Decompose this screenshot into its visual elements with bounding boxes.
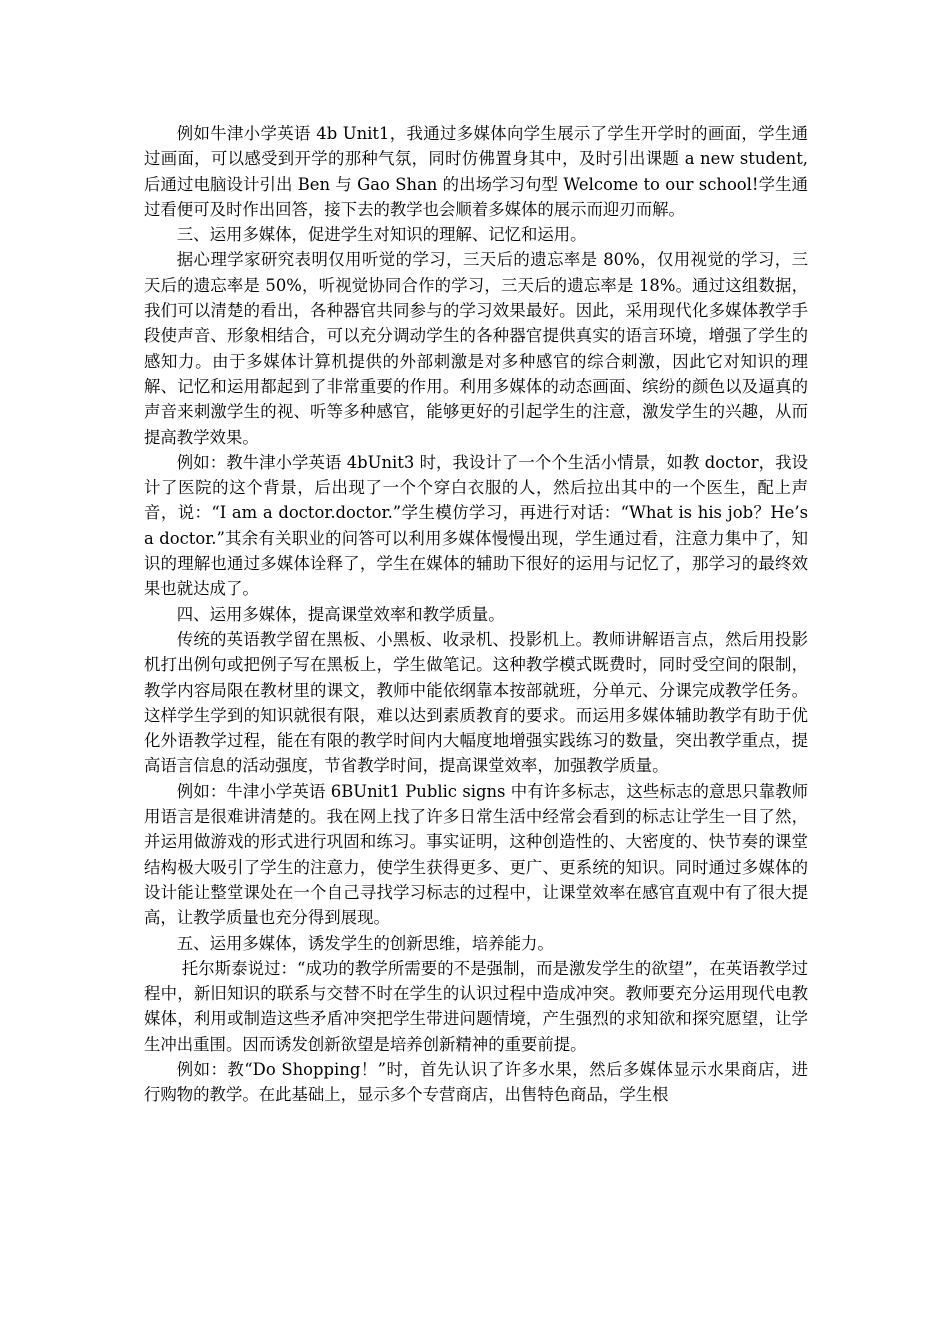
paragraph-example-4b-unit3: 例如：教牛津小学英语 4bUnit3 时，我设计了一个个生活小情景，如教 doctor，我设计了医院的这个背景，后出现了一个个穿白衣服的人，然后拉出其中的一个医生，配上声音，说：“I am a doctor.doctor.”学生模仿学习，再进行对话：“What is his job？He’s a doctor.”其余有关职业的问答可以利用多媒体慢慢出现，学生通过看，注意力集中了，知识的理解也通过多媒体诠释了，学生在媒体的辅助下很好的运用与记忆了，那学习的最终效果也就达成了。 (144, 452, 808, 599)
paragraph-example-do-shopping: 例如：教“Do Shopping！”时，首先认识了许多水果，然后多媒体显示水果商店，进行购物的教学。在此基础上，显示多个专营商店，出售特色商品，学生根 (144, 1059, 808, 1105)
paragraph-traditional-teaching: 传统的英语教学留在黑板、小黑板、收录机、投影机上。教师讲解语言点，然后用投影机打出例句或把例子写在黑板上，学生做笔记。这种教学模式既费时，同时受空间的限制，教学内容局限在教材里的课文，教师中能依纲靠本按部就班，分单元、分课完成教学任务。这样学生学到的知识就很有限，难以达到素质教育的要求。而运用多媒体辅助教学有助于优化外语教学过程，能在有限的教学时间内大幅度地增强实践练习的数量，突出教学重点，提高语言信息的活动强度，节省教学时间，提高课堂效率，加强教学质量。 (144, 629, 808, 776)
section-heading-3: 三、运用多媒体，促进学生对知识的理解、记忆和运用。 (176, 225, 587, 245)
paragraph-example-6b-unit1: 例如：牛津小学英语 6BUnit1 Public signs 中有许多标志，这些标志的意思只靠教师用语言是很难讲清楚的。我在网上找了许多日常生活中经常会看到的标志让学生一目了然，并运用做游戏的形式进行巩固和练习。事实证明，这种创造性的、大密度的、快节奏的课堂结构极大吸引了学生的注意力，使学生获得更多、更广、更系统的知识。同时通过多媒体的设计能让整堂课处在一个自己寻找学习标志的过程中，让课堂效率在感官直观中有了很大提高，让教学质量也充分得到展现。 (144, 781, 808, 928)
paragraph-memory-research: 据心理学家研究表明仅用听觉的学习，三天后的遗忘率是 80%，仅用视觉的学习，三天后的遗忘率是 50%，听视觉协同合作的学习，三天后的遗忘率是 18%。通过这组数据，我们可以清楚的看出，各种器官共同参与的学习效果最好。因此，采用现代化多媒体教学手段使声音、形象相结合，可以充分调动学生的各种器官提供真实的语言环境，增强了学生的感知力。由于多媒体计算机提供的外部刺激是对多种感官的综合刺激，因此它对知识的理解、记忆和运用都起到了非常重要的作用。利用多媒体的动态画面、缤纷的颜色以及逼真的声音来刺激学生的视、听等多种感官，能够更好的引起学生的注意，激发学生的兴趣，从而提高教学效果。 (144, 250, 808, 447)
paragraph-tolstoy-quote: 托尔斯泰说过：“成功的教学所需要的不是强制，而是激发学生的欲望”，在英语教学过程中，新旧知识的联系与交替不时在学生的认识过程中造成冲突。教师要充分运用现代电教媒体，利用或制造这些矛盾冲突把学生带进问题情境，产生强烈的求知欲和探究愿望，让学生冲出重围。因而诱发创新欲望是培养创新精神的重要前提。 (144, 958, 808, 1054)
document-body (144, 121, 808, 1108)
section-heading-4: 四、运用多媒体，提高课堂效率和教学质量。 (176, 604, 505, 624)
paragraph-example-4b-unit1: 例如牛津小学英语 4b Unit1，我通过多媒体向学生展示了学生开学时的画面，学生通过画面，可以感受到开学的那种气氛，同时仿佛置身其中，及时引出课题 a new student,后通过电脑设计引出 Ben 与 Gao Shan 的出场学习句型 Welcome to our school!学生通过看便可及时作出回答，接下去的教学也会顺着多媒体的展示而迎刃而解。 (144, 124, 808, 219)
section-heading-5: 五、运用多媒体，诱发学生的创新思维，培养能力。 (176, 933, 554, 953)
